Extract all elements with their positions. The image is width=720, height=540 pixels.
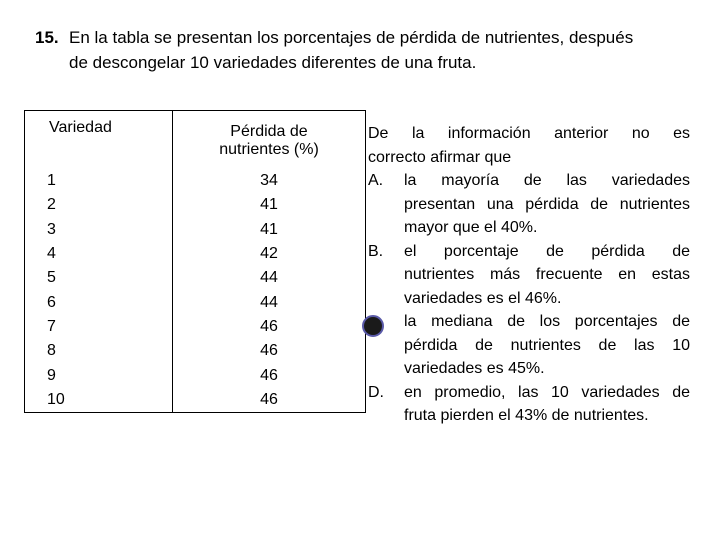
question bbox=[35, 25, 695, 75]
stem-line2: correcto afirmar que bbox=[368, 148, 512, 166]
option-letter: B. bbox=[368, 242, 384, 260]
table-row bbox=[25, 218, 366, 242]
header-variety: Variedad bbox=[25, 111, 173, 170]
cell-loss: 46 bbox=[173, 339, 366, 363]
cell-variety: 10 bbox=[25, 388, 173, 413]
option-text-line1: el porcentaje de pérdida de bbox=[404, 242, 690, 260]
option-text-rest: pérdida de nutrientes de las 10 variedades es 45%. bbox=[404, 336, 690, 377]
cell-loss: 46 bbox=[173, 388, 366, 413]
table-row bbox=[25, 169, 366, 193]
cell-loss: 46 bbox=[173, 315, 366, 339]
cell-variety: 2 bbox=[25, 193, 173, 217]
question-number: 15. bbox=[35, 28, 59, 47]
cell-variety: 8 bbox=[25, 339, 173, 363]
answer-block bbox=[368, 122, 690, 428]
option-text-line1: en promedio, las 10 variedades de bbox=[404, 383, 690, 401]
table-header-row bbox=[25, 111, 366, 170]
data-table bbox=[24, 110, 366, 413]
table-row bbox=[25, 242, 366, 266]
cell-variety: 5 bbox=[25, 266, 173, 290]
header-loss-line2: nutrientes (%) bbox=[219, 141, 319, 158]
table-row bbox=[25, 266, 366, 290]
option-text-line1: la mediana de los porcentajes de bbox=[404, 313, 690, 330]
cell-loss: 41 bbox=[173, 193, 366, 217]
option-letter: A. bbox=[368, 172, 384, 189]
header-loss-line1: Pérdida de bbox=[230, 123, 308, 140]
table-row bbox=[25, 339, 366, 363]
cell-loss: 44 bbox=[173, 266, 366, 290]
option-c[interactable] bbox=[368, 310, 690, 381]
option-b[interactable] bbox=[368, 240, 690, 311]
option-text-rest: nutrientes más frecuente en estas variedades es el 46%. bbox=[404, 266, 690, 307]
cell-variety: 4 bbox=[25, 242, 173, 266]
option-text-line1: la mayoría de las variedades bbox=[404, 172, 690, 189]
cell-variety: 3 bbox=[25, 218, 173, 242]
cell-variety: 6 bbox=[25, 290, 173, 314]
filled-circle-icon bbox=[362, 315, 384, 337]
table-row bbox=[25, 290, 366, 314]
cell-loss: 46 bbox=[173, 363, 366, 387]
table-row bbox=[25, 388, 366, 413]
option-text-rest: fruta pierden el 43% de nutrientes. bbox=[404, 407, 649, 424]
cell-variety: 9 bbox=[25, 363, 173, 387]
option-letter: D. bbox=[368, 383, 384, 401]
cell-loss: 42 bbox=[173, 242, 366, 266]
option-text-rest: presentan una pérdida de nutrientes mayor que el 40%. bbox=[404, 195, 690, 236]
cell-variety: 7 bbox=[25, 315, 173, 339]
table-row bbox=[25, 363, 366, 387]
header-loss bbox=[173, 111, 366, 170]
table-row bbox=[25, 315, 366, 339]
question-text-line2: de descongelar 10 variedades diferentes de una fruta. bbox=[69, 53, 477, 72]
option-a[interactable] bbox=[368, 169, 690, 240]
cell-variety: 1 bbox=[25, 169, 173, 193]
table-row bbox=[25, 193, 366, 217]
cell-loss: 41 bbox=[173, 218, 366, 242]
cell-loss: 44 bbox=[173, 290, 366, 314]
cell-loss: 34 bbox=[173, 169, 366, 193]
question-text-line1: En la tabla se presentan los porcentajes de pérdida de nutrientes, después bbox=[69, 28, 634, 47]
option-d[interactable] bbox=[368, 381, 690, 428]
question-stem bbox=[368, 122, 690, 169]
stem-line1: De la información anterior no es bbox=[368, 125, 690, 142]
